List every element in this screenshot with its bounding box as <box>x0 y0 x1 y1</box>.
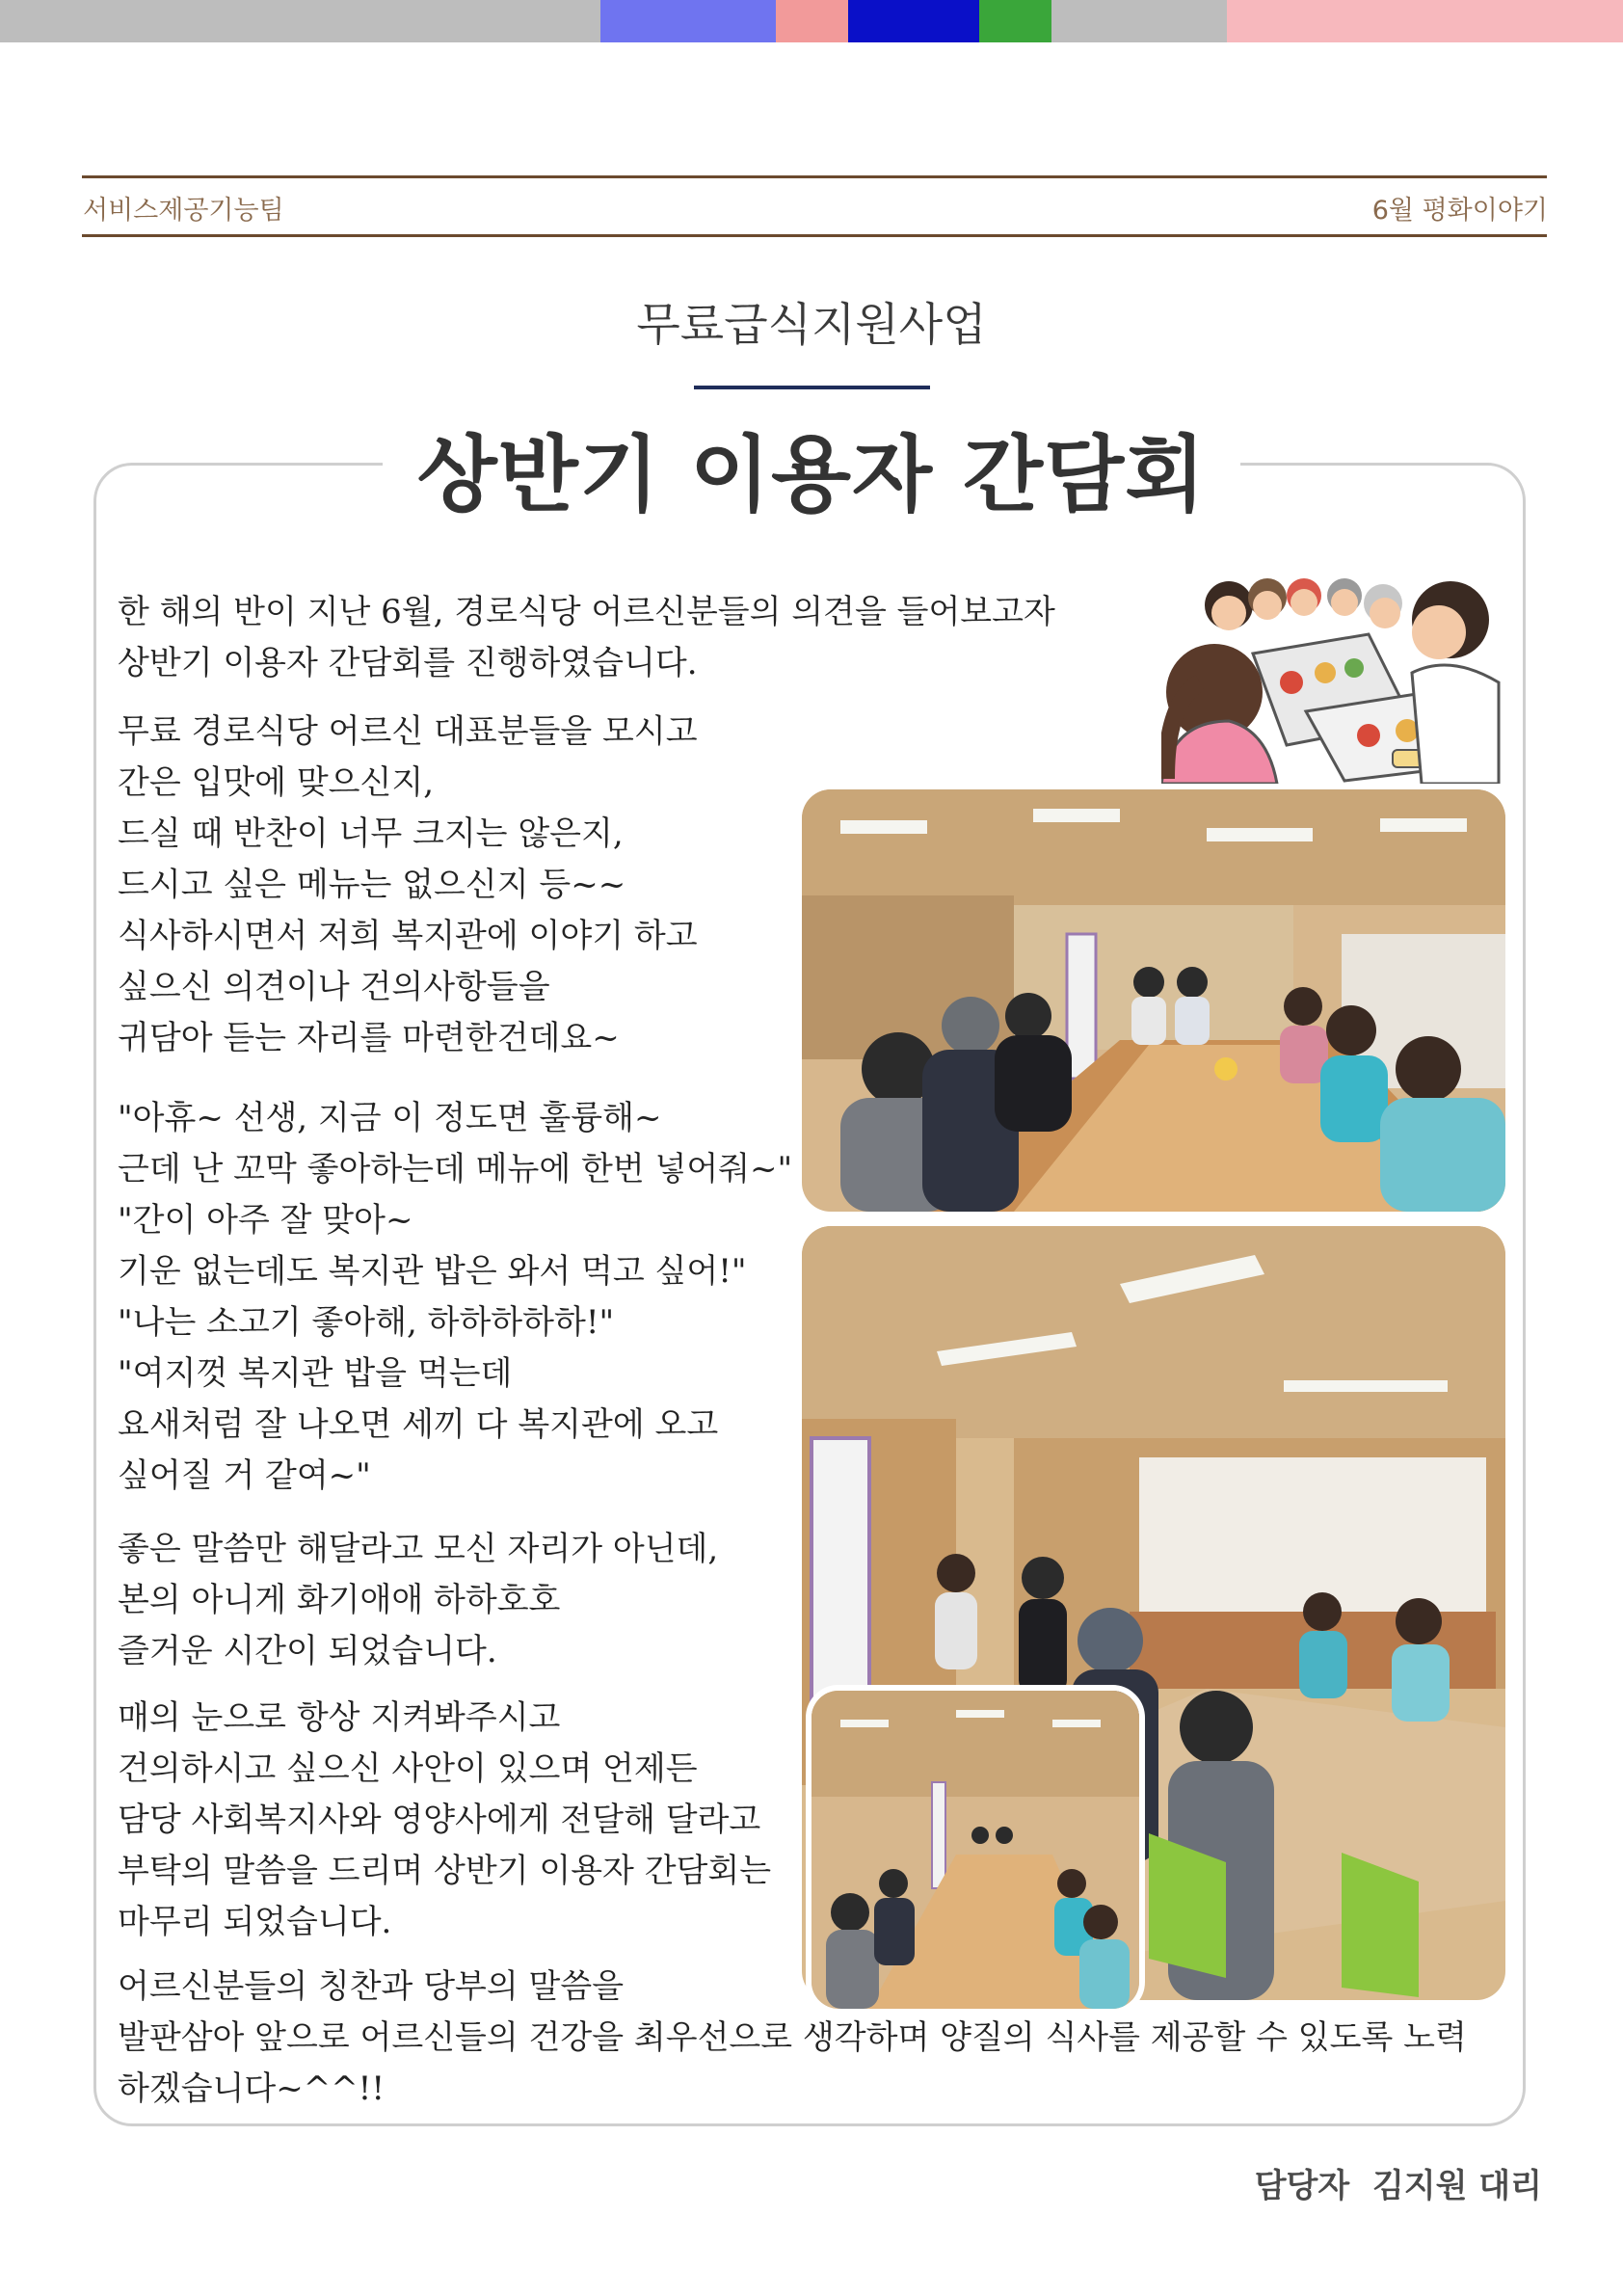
meeting-photo-1 <box>802 789 1505 1212</box>
header-top-rule <box>82 175 1547 178</box>
author-credit <box>1255 2159 1542 2206</box>
author-label: 담당자 <box>1254 2167 1350 2205</box>
paragraph-5: 매의 눈으로 항상 지켜봐주시고 건의하시고 싶으신 사안이 있으며 언제든 담당 사회복지사와 영양사에게 전달해 달라고 부탁의 말씀을 드리며 상반기 이용자 간담회는 마무리 되었습니다. <box>118 1698 772 1941</box>
strip-segment <box>848 0 979 42</box>
dining-illustration <box>1161 576 1503 784</box>
paragraph-6: 어르신분들의 칭찬과 당부의 말씀을 발판삼아 앞으로 어르신들의 건강을 최우선으로 생각하며 양질의 식사를 제공할 수 있도록 노력 하겠습니다~^^!! <box>118 1967 1467 2108</box>
strip-segment <box>776 0 848 42</box>
article-subtitle: 무료급식지원사업 <box>636 299 987 352</box>
paragraph-3: "아휴~ 선생, 지금 이 정도면 훌륭해~ 근데 난 꼬막 좋아하는데 메뉴에 한번 넣어줘~" "간이 아주 잘 맞아~ 기운 없는데도 복지관 밥은 와서 먹고 싶어!" "나는 소고기 좋아해, 하하하하하!" "여지껏 복지관 밥을 먹는데 요새처럼 잘 나오면 세끼 다 복지관에 오고 싶어질 거 같여~" <box>118 1099 793 1495</box>
issue-name: 6월 평화이야기 <box>1371 196 1548 226</box>
paragraph-4: 좋은 말씀만 해달라고 모신 자리가 아닌데, 본의 아니게 화기애애 하하호호 즐거운 시간이 되었습니다. <box>118 1530 719 1670</box>
strip-segment <box>979 0 1051 42</box>
strip-segment <box>0 0 600 42</box>
paragraph-1: 한 해의 반이 지난 6월, 경로식당 어르신분들의 의견을 들어보고자 상반기 이용자 간담회를 진행하였습니다. <box>118 593 1055 682</box>
header-bottom-rule <box>82 234 1547 237</box>
meeting-photo-inset <box>806 1685 1145 2015</box>
strip-segment <box>1227 0 1623 42</box>
strip-segment <box>600 0 776 42</box>
subtitle-underline <box>694 386 930 389</box>
paragraph-2: 무료 경로식당 어르신 대표분들을 모시고 간은 입맛에 맞으신지, 드실 때 반찬이 너무 크지는 않은지, 드시고 싶은 메뉴는 없으신지 등~~ 식사하시면서 저희 복지관에 이야기 하고 싶으신 의견이나 건의사항들을 귀담아 듣는 자리를 마련한건데요~ <box>118 712 698 1057</box>
strip-segment <box>1051 0 1227 42</box>
team-name: 서비스제공기능팀 <box>83 196 284 226</box>
top-color-strip <box>0 0 1623 42</box>
author-name: 김지원 대리 <box>1371 2167 1542 2205</box>
article-title: 상반기 이용자 간담회 <box>0 408 1623 527</box>
